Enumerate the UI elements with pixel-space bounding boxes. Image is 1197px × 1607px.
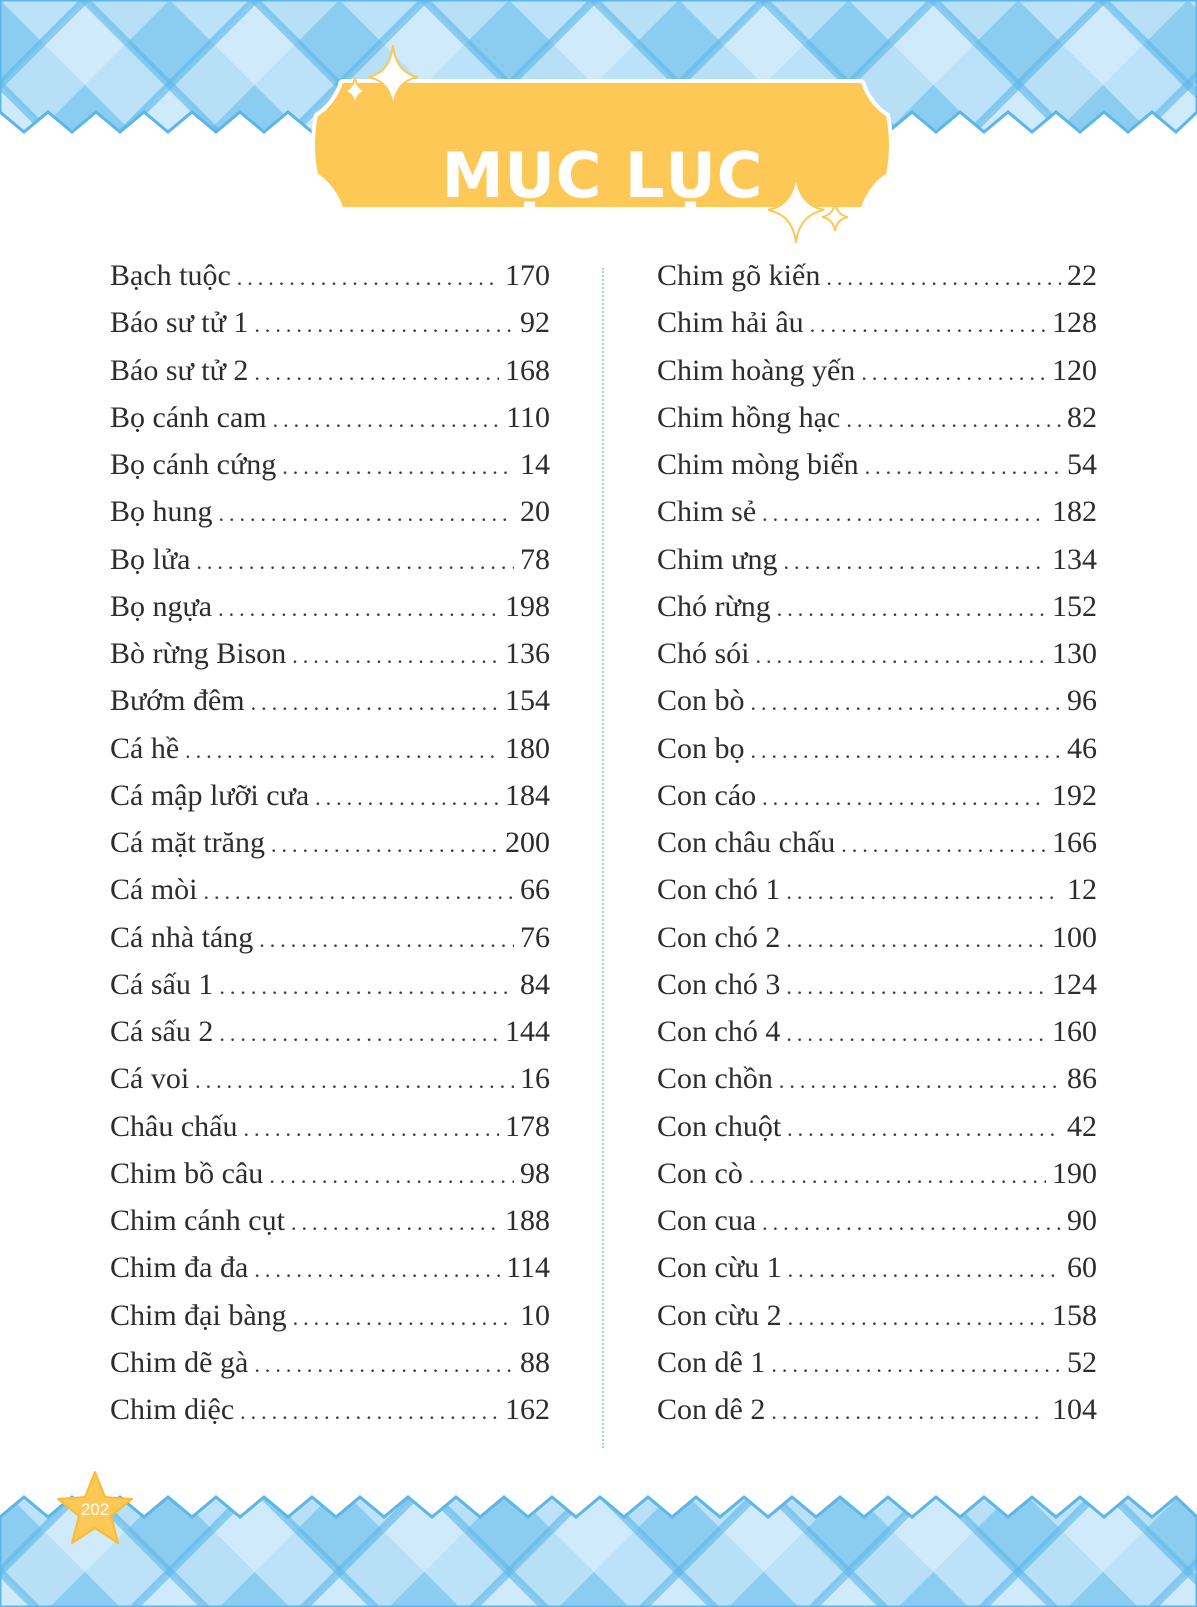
leader-dots xyxy=(865,454,1061,480)
toc-entry[interactable] xyxy=(657,401,1097,448)
entry-name: Cá mặt trăng xyxy=(110,826,265,859)
leader-dots xyxy=(777,596,1046,622)
entry-page: 82 xyxy=(1067,400,1097,434)
entry-page: 192 xyxy=(1052,778,1097,812)
entry-name: Con bọ xyxy=(657,731,745,765)
entry-name: Bọ cánh cam xyxy=(110,400,267,434)
leader-dots xyxy=(771,1399,1046,1425)
toc-entry[interactable] xyxy=(110,1015,550,1062)
entry-name: Bọ cánh cứng xyxy=(110,448,277,481)
bottom-plaid-band xyxy=(0,1487,1197,1607)
toc-entry[interactable] xyxy=(657,543,1097,590)
entry-name: Con châu chấu xyxy=(657,826,836,859)
entry-name: Chim hoàng yến xyxy=(657,353,856,387)
toc-entry[interactable] xyxy=(657,1062,1097,1109)
toc-entry[interactable] xyxy=(657,1015,1097,1062)
entry-page: 104 xyxy=(1052,1393,1097,1426)
entry-name: Bọ lửa xyxy=(110,542,191,576)
leader-dots xyxy=(254,1257,500,1283)
entry-page: 162 xyxy=(505,1393,550,1426)
entry-page: 98 xyxy=(520,1156,550,1190)
page-number: 202 xyxy=(80,1500,110,1519)
leader-dots xyxy=(195,1068,514,1094)
toc-entry[interactable] xyxy=(657,873,1097,920)
entry-name: Con chồn xyxy=(657,1062,773,1096)
entry-name: Con chuột xyxy=(657,1109,782,1143)
entry-page: 84 xyxy=(520,967,550,1001)
toc-entry[interactable] xyxy=(110,448,550,495)
entry-name: Con cừu 1 xyxy=(657,1251,782,1285)
entry-name: Con cừu 2 xyxy=(657,1298,782,1332)
entry-name: Con chó 3 xyxy=(657,967,781,1001)
toc-entry[interactable] xyxy=(657,495,1097,542)
leader-dots xyxy=(762,1210,1061,1236)
leader-dots xyxy=(771,1352,1061,1378)
entry-page: 20 xyxy=(520,495,550,529)
entry-name: Chim diệc xyxy=(110,1393,235,1426)
toc-entry[interactable] xyxy=(110,259,550,306)
entry-page: 198 xyxy=(505,589,550,623)
entry-page: 184 xyxy=(505,778,550,812)
entry-name: Cá sấu 1 xyxy=(110,967,214,1001)
leader-dots xyxy=(219,501,514,527)
toc-entry[interactable] xyxy=(110,1110,550,1157)
entry-name: Con cò xyxy=(657,1156,743,1190)
entry-name: Bọ hung xyxy=(110,495,213,529)
entry-name: Chim đại bàng xyxy=(110,1298,287,1332)
toc-entry[interactable] xyxy=(110,543,550,590)
toc-entry[interactable] xyxy=(657,448,1097,495)
leader-dots xyxy=(254,360,499,386)
leader-dots xyxy=(204,879,515,905)
entry-page: 178 xyxy=(505,1109,550,1143)
entry-name: Con cua xyxy=(657,1204,757,1237)
leader-dots xyxy=(219,1021,499,1047)
toc-entry[interactable] xyxy=(657,826,1097,873)
toc-entry[interactable] xyxy=(110,1393,550,1440)
entry-name: Chim dẽ gà xyxy=(110,1345,249,1379)
leader-dots xyxy=(786,879,1061,905)
entry-page: 60 xyxy=(1067,1251,1097,1285)
toc-column-right xyxy=(657,259,1097,1440)
toc-entry[interactable] xyxy=(110,826,550,873)
entry-page: 168 xyxy=(505,353,550,387)
entry-page: 152 xyxy=(1052,589,1097,623)
entry-page: 170 xyxy=(505,259,550,292)
toc-entry[interactable] xyxy=(110,1299,550,1346)
toc-entry[interactable] xyxy=(110,401,550,448)
entry-name: Báo sư tử 1 xyxy=(110,306,249,340)
leader-dots xyxy=(786,1021,1046,1047)
entry-page: 130 xyxy=(1052,637,1097,670)
leader-dots xyxy=(846,407,1061,433)
entry-name: Chim hải âu xyxy=(657,306,804,340)
toc-entry[interactable] xyxy=(110,873,550,920)
entry-name: Châu chấu xyxy=(110,1109,238,1143)
leader-dots xyxy=(291,1210,499,1236)
leader-dots xyxy=(292,643,499,669)
toc-entry[interactable] xyxy=(110,354,550,401)
toc-column-left xyxy=(110,259,550,1440)
toc-entry[interactable] xyxy=(657,779,1097,826)
entry-page: 42 xyxy=(1067,1109,1097,1143)
entry-name: Chim hồng hạc xyxy=(657,400,841,434)
entry-page: 78 xyxy=(520,542,550,576)
toc-entry[interactable] xyxy=(110,495,550,542)
leader-dots xyxy=(251,690,499,716)
entry-name: Con cáo xyxy=(657,778,757,812)
toc-entry[interactable] xyxy=(657,968,1097,1015)
entry-name: Chó sói xyxy=(657,637,750,670)
entry-name: Con chó 1 xyxy=(657,873,781,907)
toc-entry[interactable] xyxy=(110,779,550,826)
entry-page: 124 xyxy=(1052,967,1097,1001)
toc-entry[interactable] xyxy=(110,684,550,731)
title-banner xyxy=(310,45,895,245)
leader-dots xyxy=(861,360,1046,386)
entry-page: 190 xyxy=(1052,1156,1097,1190)
entry-name: Chó rừng xyxy=(657,589,771,623)
entry-page: 158 xyxy=(1052,1298,1097,1332)
toc-entry[interactable] xyxy=(657,306,1097,353)
leader-dots xyxy=(787,1116,1061,1142)
toc-entry[interactable] xyxy=(110,1204,550,1251)
leader-dots xyxy=(254,1352,514,1378)
entry-page: 166 xyxy=(1052,826,1097,859)
toc-entry[interactable] xyxy=(110,968,550,1015)
entry-page: 16 xyxy=(520,1062,550,1096)
toc-entry[interactable] xyxy=(110,732,550,779)
entry-name: Cá nhà táng xyxy=(110,920,254,954)
page-title: MỤC LỤC xyxy=(441,139,764,212)
leader-dots xyxy=(810,312,1046,338)
toc-entry[interactable] xyxy=(657,1251,1097,1298)
leader-dots xyxy=(196,549,514,575)
toc-entry[interactable] xyxy=(657,590,1097,637)
leader-dots xyxy=(254,312,514,338)
column-divider xyxy=(602,268,604,1448)
entry-page: 86 xyxy=(1067,1062,1097,1096)
entry-page: 96 xyxy=(1067,684,1097,718)
entry-name: Chim ưng xyxy=(657,542,778,576)
leader-dots xyxy=(762,785,1046,811)
entry-name: Chim sẻ xyxy=(657,495,757,529)
entry-page: 200 xyxy=(505,826,550,859)
toc-entry[interactable] xyxy=(657,259,1097,306)
leader-dots xyxy=(271,832,499,858)
entry-name: Con dê 1 xyxy=(657,1345,766,1379)
entry-page: 128 xyxy=(1052,306,1097,340)
toc-entry[interactable] xyxy=(657,684,1097,731)
entry-name: Chim gõ kiến xyxy=(657,259,821,292)
leader-dots xyxy=(756,643,1046,669)
entry-name: Con bò xyxy=(657,684,745,718)
entry-page: 110 xyxy=(506,400,550,434)
entry-name: Cá voi xyxy=(110,1062,190,1096)
page-number-badge xyxy=(55,1470,135,1548)
leader-dots xyxy=(282,454,514,480)
toc-entry[interactable] xyxy=(657,1204,1097,1251)
entry-page: 120 xyxy=(1052,353,1097,387)
entry-page: 134 xyxy=(1052,542,1097,576)
toc-entry[interactable] xyxy=(110,921,550,968)
entry-name: Bò rừng Bison xyxy=(110,637,287,670)
entry-page: 52 xyxy=(1067,1345,1097,1379)
leader-dots xyxy=(749,1163,1046,1189)
toc-entry[interactable] xyxy=(110,637,550,684)
entry-name: Cá sấu 2 xyxy=(110,1015,214,1048)
toc-entry[interactable] xyxy=(657,1157,1097,1204)
leader-dots xyxy=(315,785,499,811)
entry-name: Bạch tuộc xyxy=(110,259,231,292)
toc-entry[interactable] xyxy=(110,1346,550,1393)
leader-dots xyxy=(273,407,501,433)
entry-page: 160 xyxy=(1052,1015,1097,1048)
leader-dots xyxy=(185,738,499,764)
leader-dots xyxy=(751,738,1061,764)
entry-page: 100 xyxy=(1052,920,1097,954)
toc-entry[interactable] xyxy=(657,1393,1097,1440)
entry-page: 54 xyxy=(1067,448,1097,481)
entry-name: Con dê 2 xyxy=(657,1393,766,1426)
entry-page: 188 xyxy=(505,1204,550,1237)
leader-dots xyxy=(841,832,1046,858)
entry-page: 12 xyxy=(1067,873,1097,907)
entry-name: Cá mập lưỡi cưa xyxy=(110,778,310,812)
toc-entry[interactable] xyxy=(657,637,1097,684)
toc-entry[interactable] xyxy=(657,921,1097,968)
entry-name: Chim bồ câu xyxy=(110,1156,264,1190)
leader-dots xyxy=(786,974,1046,1000)
entry-page: 46 xyxy=(1067,731,1097,765)
toc-entry[interactable] xyxy=(657,354,1097,401)
entry-page: 66 xyxy=(520,873,550,907)
entry-page: 14 xyxy=(520,448,550,481)
toc-entry[interactable] xyxy=(657,1299,1097,1346)
leader-dots xyxy=(786,927,1046,953)
toc-entry[interactable] xyxy=(110,1062,550,1109)
entry-page: 92 xyxy=(520,306,550,340)
leader-dots xyxy=(751,690,1061,716)
leader-dots xyxy=(237,265,499,291)
entry-name: Cá hề xyxy=(110,731,180,765)
entry-name: Báo sư tử 2 xyxy=(110,353,249,387)
entry-name: Chim cánh cụt xyxy=(110,1204,285,1237)
entry-name: Bọ ngựa xyxy=(110,589,213,623)
leader-dots xyxy=(826,265,1061,291)
entry-page: 182 xyxy=(1052,495,1097,529)
leader-dots xyxy=(788,1257,1061,1283)
leader-dots xyxy=(269,1163,514,1189)
entry-page: 154 xyxy=(505,684,550,718)
entry-page: 22 xyxy=(1067,259,1097,292)
entry-name: Bướm đêm xyxy=(110,684,245,718)
entry-page: 88 xyxy=(520,1345,550,1379)
toc-entry[interactable] xyxy=(110,1157,550,1204)
toc-entry[interactable] xyxy=(110,1251,550,1298)
toc-entry[interactable] xyxy=(657,1346,1097,1393)
leader-dots xyxy=(293,1305,514,1331)
entry-name: Chim đa đa xyxy=(110,1251,249,1285)
entry-name: Con chó 4 xyxy=(657,1015,781,1048)
entry-page: 180 xyxy=(505,731,550,765)
toc-entry[interactable] xyxy=(110,306,550,353)
leader-dots xyxy=(762,501,1046,527)
entry-page: 144 xyxy=(505,1015,550,1048)
entry-page: 90 xyxy=(1067,1204,1097,1237)
toc-entry[interactable] xyxy=(657,1110,1097,1157)
toc-entry[interactable] xyxy=(657,732,1097,779)
leader-dots xyxy=(259,927,514,953)
leader-dots xyxy=(788,1305,1046,1331)
leader-dots xyxy=(779,1068,1061,1094)
leader-dots xyxy=(240,1399,499,1425)
entry-name: Cá mòi xyxy=(110,873,198,907)
leader-dots xyxy=(219,974,514,1000)
entry-page: 76 xyxy=(520,920,550,954)
toc-entry[interactable] xyxy=(110,590,550,637)
entry-page: 10 xyxy=(520,1298,550,1332)
leader-dots xyxy=(243,1116,499,1142)
entry-page: 114 xyxy=(506,1251,550,1285)
entry-name: Con chó 2 xyxy=(657,920,781,954)
leader-dots xyxy=(218,596,499,622)
entry-name: Chim mòng biển xyxy=(657,448,859,481)
leader-dots xyxy=(783,549,1046,575)
entry-page: 136 xyxy=(505,637,550,670)
